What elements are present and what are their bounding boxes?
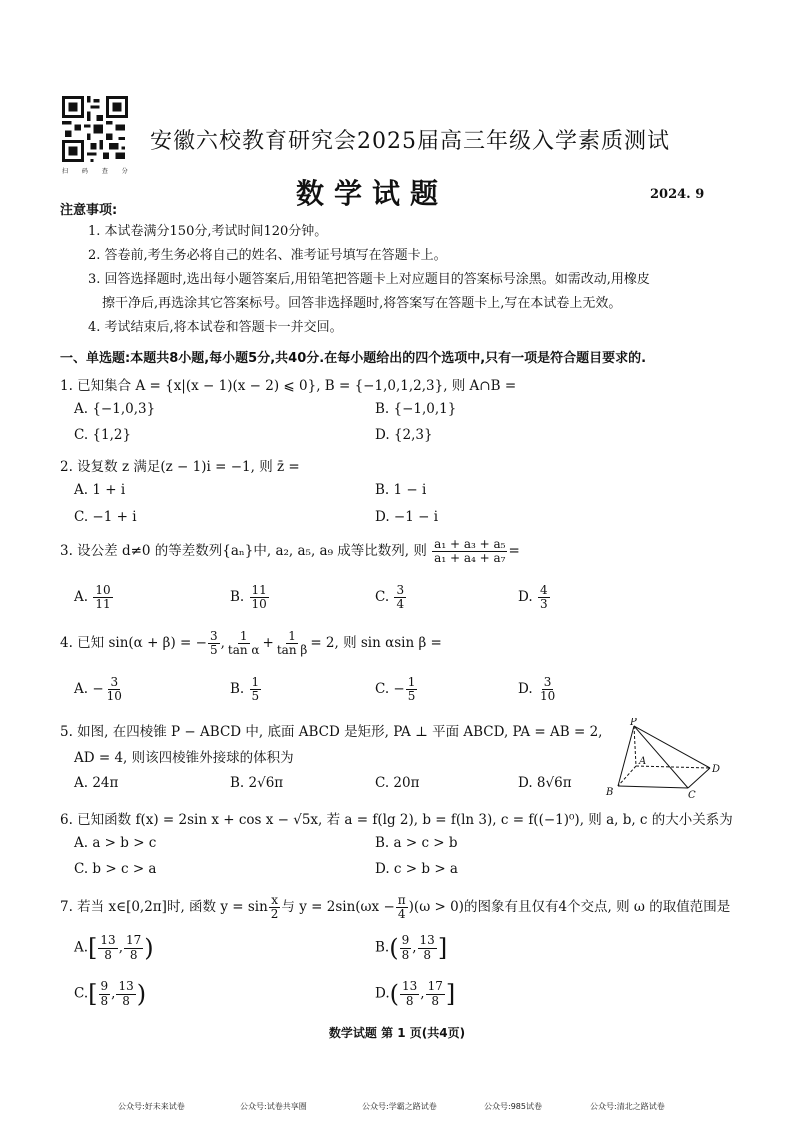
q1-option-c: C. {1,2} <box>74 427 132 443</box>
q5-option-d: D. 8√6π <box>518 775 572 791</box>
notice-heading: 注意事项: <box>60 203 118 218</box>
watermark: 公众号:清北之路试卷 <box>590 1102 665 1111</box>
notice-item: 擦干净后,再选涂其它答案标号。回答非选择题时,将答案写在答题卡上,写在本试卷上无效。 <box>102 296 622 311</box>
question-1-stem: 1. 已知集合 A = {x|(x − 1)(x − 2) ⩽ 0}, B = {−1,0,1,2,3}, 则 A∩B = <box>60 378 517 394</box>
q1-option-d: D. {2,3} <box>375 427 433 443</box>
question-2-stem: 2. 设复数 z 满足(z − 1)i = −1, 则 z̄ = <box>60 459 300 475</box>
q3-fraction <box>432 538 507 565</box>
notice-item: 2. 答卷前,考生务必将自己的姓名、准考证号填写在答题卡上。 <box>88 248 447 263</box>
edge-cd <box>688 768 710 788</box>
q4-option-c: C. − $\frac{1}{5}$ <box>375 675 416 704</box>
section-heading: 一、单选题:本题共8小题,每小题5分,共40分.在每小题给出的四个选项中,只有一项是符合题目要求的. <box>60 351 647 366</box>
edge-pa <box>634 726 636 766</box>
question-3-stem <box>60 538 520 565</box>
watermark: 公众号:试卷共享圈 <box>240 1102 307 1111</box>
q6-option-b: B. a > c > b <box>375 835 458 851</box>
watermark: 公众号:好未来试卷 <box>118 1102 185 1111</box>
notice-item: 3. 回答选择题时,选出每小题答案后,用铅笔把答题卡上对应题目的答案标号涂黑。如需改动,用橡皮 <box>88 272 650 287</box>
q4-option-d: D. $\frac{3}{10}$ <box>518 675 556 704</box>
label-p: P <box>630 718 637 728</box>
q3-denominator: a₁ + a₄ + a₇ <box>434 551 506 566</box>
q6-option-c: C. b > c > a <box>74 861 157 877</box>
qr-caption: 扫 码 查 分 <box>62 168 134 175</box>
q1-option-a: A. {−1,0,3} <box>74 401 156 417</box>
q6-option-d: D. c > b > a <box>375 861 458 877</box>
notice-item: 4. 考试结束后,将本试卷和答题卡一并交回。 <box>88 320 343 335</box>
q2-option-c: C. −1 + i <box>74 509 137 525</box>
q3-option-d: D. $\frac{4}{3}$ <box>518 583 548 612</box>
q2-option-a: A. 1 + i <box>74 482 126 498</box>
q5-option-c: C. 20π <box>375 775 420 791</box>
edge-bc <box>618 786 688 788</box>
page-footer: 数学试题 第 1 页(共4页) <box>328 1026 466 1040</box>
q2-option-d: D. −1 − i <box>375 509 439 525</box>
edge-pb <box>618 726 634 786</box>
q7-option-b: B.( $\frac{9}{8}$ , $\frac{13}{8}$ ] <box>375 933 448 962</box>
q4-option-b: B. $\frac{1}{5}$ <box>230 675 260 704</box>
exam-title: 安徽六校教育研究会2025届高三年级入学素质测试 <box>150 129 670 154</box>
question-6-stem: 6. 已知函数 f(x) = 2sin x + cos x − √5x, 若 a = f(lg 2), b = f(ln 3), c = f((−1)⁰), 则 a, b, c 的大小关系为 <box>60 812 733 828</box>
label-d: D <box>712 764 721 775</box>
q3-numerator: a₁ + a₃ + a₅ <box>434 537 506 551</box>
edge-ad <box>636 766 710 768</box>
q3-option-b: B. $\frac{11}{10}$ <box>230 583 267 612</box>
label-a: A <box>639 756 647 767</box>
watermark: 公众号:学霸之路试卷 <box>362 1102 437 1111</box>
question-7-stem: 7. 若当 x∈[0,2π]时, 函数 y = sin $\frac{x}{2}$ 与 y = 2sin(ωx − $\frac{\pi}{4}$ )(ω > 0)的图象有且仅有4个交点, 则 ω 的取值范围是 <box>60 893 731 922</box>
question-5-line-2: AD = 4, 则该四棱锥外接球的体积为 <box>74 750 294 766</box>
subject-title: 数学试题 <box>296 177 449 210</box>
q3-option-a: A. $\frac{10}{11}$ <box>74 583 111 612</box>
label-b: B <box>606 787 614 798</box>
q6-option-a: A. a > b > c <box>74 835 157 851</box>
q5-option-b: B. 2√6π <box>230 775 284 791</box>
q7-option-d: D.( $\frac{13}{8}$ , $\frac{17}{8}$ ] <box>375 979 456 1008</box>
q3-option-c: C. $\frac{3}{4}$ <box>375 583 405 612</box>
pyramid-figure <box>604 718 724 798</box>
q5-option-a: A. 24π <box>74 775 119 791</box>
q4-option-a: A. − $\frac{3}{10}$ <box>74 675 122 704</box>
q1-option-b: B. {−1,0,1} <box>375 401 457 417</box>
notice-item: 1. 本试卷满分150分,考试时间120分钟。 <box>88 224 328 239</box>
qr-code-image <box>62 96 128 162</box>
q3-stem-text: 3. 设公差 d≠0 的等差数列{aₙ}中, a₂, a₅, a₉ 成等比数列, 则 <box>60 543 427 560</box>
question-4-stem: 4. 已知 sin(α + β) = − $\frac{3}{5}$ , $\frac{1}{\text{tan α}}$ + $\frac{1}{\text{tan β}}$ = 2, 则 sin αsin β = <box>60 629 442 658</box>
q2-option-b: B. 1 − i <box>375 482 427 498</box>
q7-option-a: A.[ $\frac{13}{8}$ , $\frac{17}{8}$ ) <box>74 933 154 962</box>
label-c: C <box>688 790 696 798</box>
q7-option-c: C.[ $\frac{9}{8}$ , $\frac{13}{8}$ ) <box>74 979 147 1008</box>
question-5-line-1: 5. 如图, 在四棱锥 P − ABCD 中, 底面 ABCD 是矩形, PA ⊥ 平面 ABCD, PA = AB = 2, <box>60 724 603 740</box>
q3-tail: = <box>508 543 520 560</box>
exam-date: 2024. 9 <box>650 187 705 202</box>
watermark: 公众号:985试卷 <box>484 1102 542 1111</box>
